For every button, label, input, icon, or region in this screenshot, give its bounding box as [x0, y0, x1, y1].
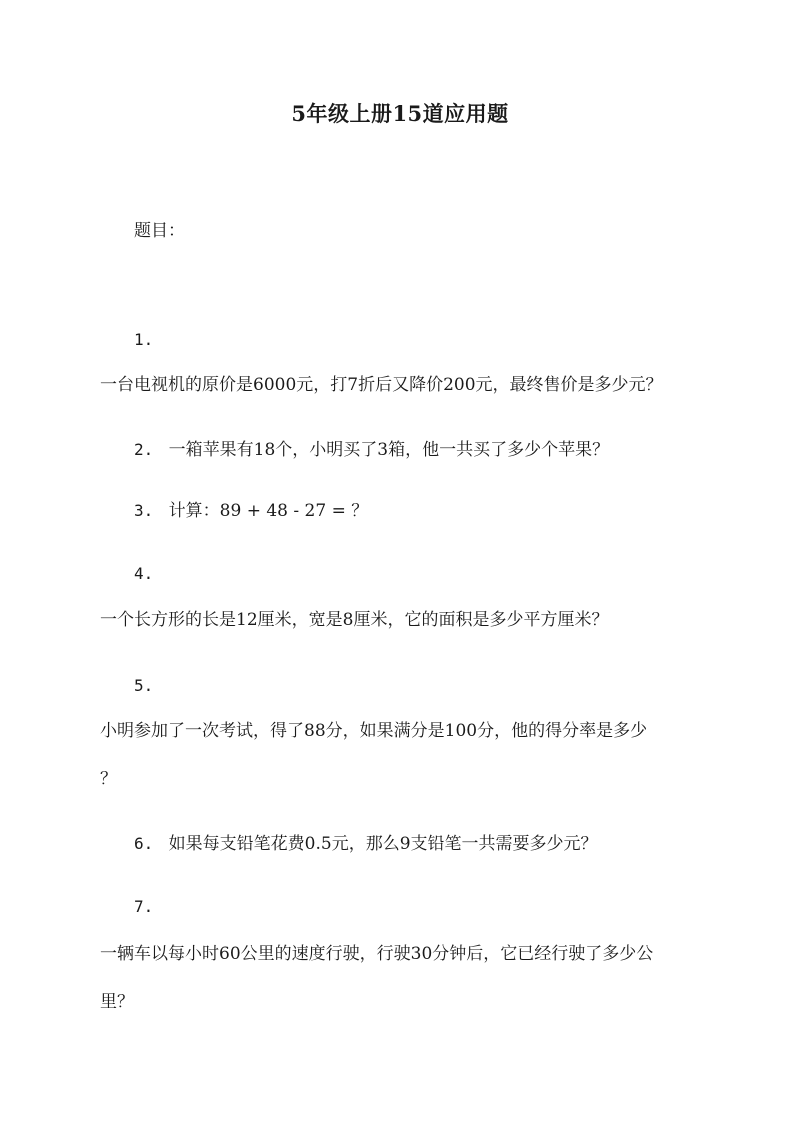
question-4-text: 一个长方形的长是12厘米，宽是8厘米，它的面积是多少平方厘米？	[100, 610, 609, 630]
question-3	[134, 500, 368, 522]
question-1-text: 一台电视机的原价是6000元，打7折后又降价200元，最终售价是多少元？	[100, 375, 663, 395]
question-6-text: 如果每支铅笔花费0.5元，那么9支铅笔一共需要多少元？	[168, 834, 598, 854]
question-4-number: 4.	[134, 564, 154, 583]
question-7-text-line2: 里？	[100, 992, 134, 1012]
question-6	[134, 833, 598, 855]
question-2	[134, 439, 609, 461]
question-1-number: 1.	[134, 330, 154, 349]
question-2-text: 一箱苹果有18个，小明买了3箱，他一共买了多少个苹果？	[168, 440, 610, 460]
question-5-number: 5.	[134, 676, 154, 695]
question-5-text-line1: 小明参加了一次考试，得了88分，如果满分是100分，他的得分率是多少	[100, 721, 648, 741]
question-6-number: 6.	[134, 834, 154, 853]
question-5-text-line2: ？	[100, 769, 117, 789]
question-3-number: 3.	[134, 501, 154, 520]
section-label: 题目：	[134, 221, 185, 241]
question-7-text-line1: 一辆车以每小时60公里的速度行驶，行驶30分钟后，它已经行驶了多少公	[100, 944, 654, 964]
page-title: 5年级上册15道应用题	[291, 101, 509, 126]
question-2-number: 2.	[134, 440, 154, 459]
question-7-number: 7.	[134, 897, 154, 916]
question-3-text: 计算：89 + 48 - 27 = ？	[168, 501, 369, 521]
